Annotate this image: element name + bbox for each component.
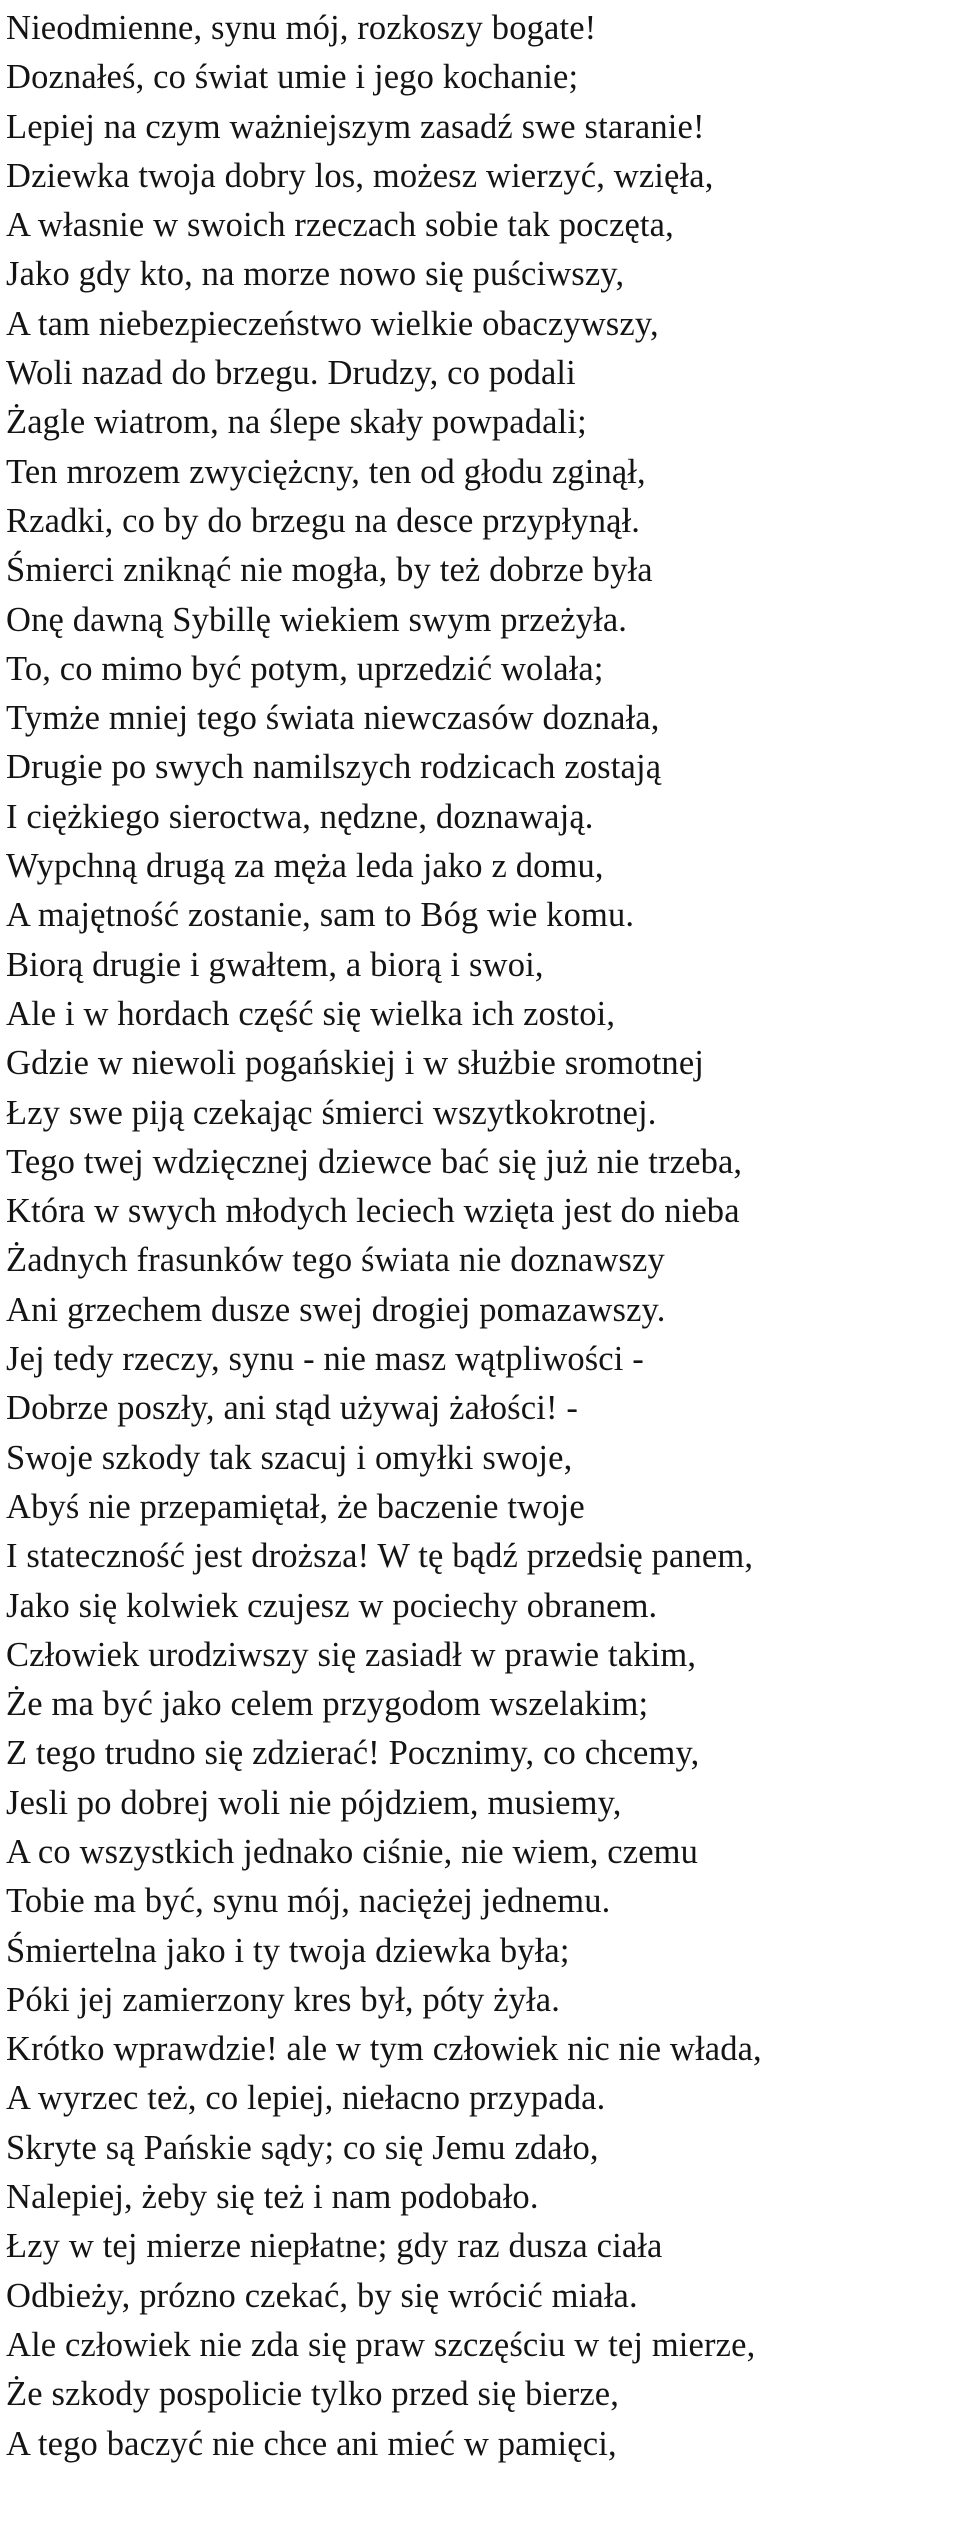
poem-line: Łzy w tej mierze niepłatne; gdy raz dusza ciała	[6, 2227, 663, 2266]
poem-line: Tymże mniej tego świata niewczasów doznała,	[6, 699, 660, 738]
poem-line: Jej tedy rzeczy, synu - nie masz wątpliwości -	[6, 1340, 644, 1379]
poem-line: Żadnych frasunków tego świata nie doznawszy	[6, 1241, 665, 1280]
poem-line: Jesli po dobrej woli nie pójdziem, musiemy,	[6, 1783, 622, 1822]
poem-line: A wyrzec też, co lepiej, niełacno przypada.	[6, 2079, 606, 2118]
poem-line: Ani grzechem dusze swej drogiej pomazawszy.	[6, 1290, 666, 1329]
poem-line: Ten mrozem zwyciężcny, ten od głodu zginął,	[6, 452, 646, 491]
poem-line: Ale i w hordach część się wielka ich zostoi,	[6, 994, 616, 1033]
poem-line: Jako się kolwiek czujesz w pociechy obranem.	[6, 1586, 658, 1625]
poem-line: Rzadki, co by do brzegu na desce przypłynął.	[6, 501, 641, 540]
poem-line: To, co mimo być potym, uprzedzić wolała;	[6, 649, 604, 688]
poem-line: Drugie po swych namilszych rodzicach zostają	[6, 748, 662, 787]
poem-line: Ale człowiek nie zda się praw szczęściu w tej mierze,	[6, 2325, 756, 2364]
poem-line: Lepiej na czym ważniejszym zasadź swe staranie!	[6, 107, 705, 146]
poem-line: Tobie ma być, synu mój, naciężej jednemu.	[6, 1882, 611, 1921]
poem-line: Że ma być jako celem przygodom wszelakim;	[6, 1685, 649, 1724]
poem-line: Nieodmienne, synu mój, rozkoszy bogate!	[6, 9, 597, 47]
poem-line: Krótko wprawdzie! ale w tym człowiek nic nie włada,	[6, 2030, 762, 2069]
poem-line: A tego baczyć nie chce ani mieć w pamięci,	[6, 2424, 617, 2463]
poem-line: Dziewka twoja dobry los, możesz wierzyć, wzięła,	[6, 156, 714, 195]
poem-line: A majętność zostanie, sam to Bóg wie komu.	[6, 896, 635, 935]
poem-line: Człowiek urodziwszy się zasiadł w prawie takim,	[6, 1635, 697, 1674]
poem-line: Abyś nie przepamiętał, że baczenie twoje	[6, 1487, 585, 1526]
poem-line: Z tego trudno się zdzierać! Pocznimy, co chcemy,	[6, 1734, 700, 1773]
poem-line: Że szkody pospolicie tylko przed się bierze,	[6, 2375, 620, 2414]
poem-line: Śmiertelna jako i ty twoja dziewka była;	[6, 1931, 570, 1970]
poem-line: I ciężkiego sieroctwa, nędzne, doznawają.	[6, 797, 594, 836]
poem-line: Onę dawną Sybillę wiekiem swym przeżyła.	[6, 600, 628, 639]
poem-line: Łzy swe piją czekając śmierci wszytkokrotnej.	[6, 1093, 657, 1132]
poem-line: Tego twej wdzięcznej dziewce bać się już nie trzeba,	[6, 1142, 743, 1181]
poem-line: Swoje szkody tak szacuj i omyłki swoje,	[6, 1438, 573, 1477]
poem-line: Woli nazad do brzegu. Drudzy, co podali	[6, 354, 576, 393]
poem-line: Biorą drugie i gwałtem, a biorą i swoi,	[6, 945, 544, 984]
poem-line: Wypchną drugą za męża leda jako z domu,	[6, 847, 604, 886]
poem-line: Doznałeś, co świat umie i jego kochanie;	[6, 58, 579, 97]
poem-line: Jako gdy kto, na morze nowo się puściwszy,	[6, 255, 625, 294]
poem-line: A tam niebezpieczeństwo wielkie obaczywszy,	[6, 304, 659, 343]
poem-line: Śmierci zniknąć nie mogła, by też dobrze była	[6, 551, 653, 590]
poem-line: Odbieży, prózno czekać, by się wrócić miała.	[6, 2276, 638, 2315]
poem-line: Skryte są Pańskie sądy; co się Jemu zdało,	[6, 2128, 599, 2167]
poem-line: Póki jej zamierzony kres był, póty żyła.	[6, 1980, 561, 2019]
poem-line: Nalepiej, żeby się też i nam podobało.	[6, 2178, 539, 2217]
poem-line: Która w swych młodych leciech wzięta jest do nieba	[6, 1192, 740, 1231]
poem-line: Żagle wiatrom, na ślepe skały powpadali;	[6, 403, 587, 442]
poem-line: Dobrze poszły, ani stąd używaj żałości! -	[6, 1389, 578, 1428]
poem-line: A co wszystkich jednako ciśnie, nie wiem, czemu	[6, 1832, 699, 1871]
poem-line: A własnie w swoich rzeczach sobie tak poczęta,	[6, 206, 674, 245]
poem-line: Gdzie w niewoli pogańskiej i w służbie sromotnej	[6, 1044, 705, 1083]
poem-text	[6, 4, 956, 2469]
poem-line: I stateczność jest droższa! W tę bądź przedsię panem,	[6, 1537, 754, 1576]
